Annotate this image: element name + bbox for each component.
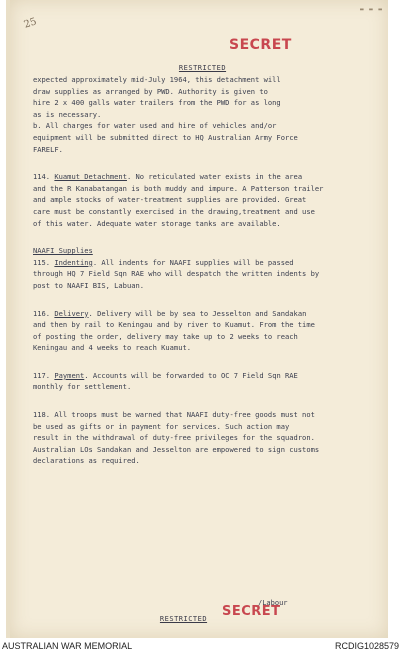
text-line: hire 2 x 400 galls water trailers from the PWD for as long: [33, 98, 281, 108]
text-line: post to NAAFI BIS, Labuan.: [33, 280, 145, 290]
paragraph-number: 114.: [33, 172, 51, 182]
text-line: through HQ 7 Field Sqn RAE who will despatch the written indents by: [33, 269, 320, 279]
paragraph-116: [33, 308, 363, 354]
text-line: and then by rail to Keningau and by river to Kuamut. From the time: [33, 320, 315, 330]
paragraph-117: [33, 370, 363, 393]
paragraph-heading: Indenting: [54, 257, 93, 267]
continuation-note: /Labour: [258, 599, 288, 607]
text-line: 114. Kuamut Detachment. No reticulated water exists in the area: [33, 172, 303, 182]
paragraph-114: [33, 171, 363, 229]
margin-mark: 25: [22, 16, 39, 31]
paragraph-number: 115.: [33, 257, 51, 267]
text-line: declarations as required.: [33, 456, 140, 466]
header-secret-stamp: SECRET: [229, 37, 292, 53]
text-line: b. All charges for water used and hire of vehicles and/or: [33, 121, 277, 131]
paragraph-number: 117.: [33, 370, 51, 380]
text-line: of posting the order, delivery may take up to 2 weeks to reach: [33, 331, 298, 341]
text-line: equipment will be submitted direct to HQ Australian Army Force: [33, 132, 298, 142]
credit-institution: AUSTRALIAN WAR MEMORIAL: [2, 641, 133, 651]
text-line: 118. All troops must be warned that NAAFI duty-free goods must not: [33, 410, 315, 420]
text-line: expected approximately mid-July 1964, this detachment will: [33, 75, 281, 84]
text-line: Australian LOs Sandakan and Jesselton are empowered to sign customs: [33, 444, 320, 454]
text-line: be used as gifts or in payment for services. Such action may: [33, 421, 290, 431]
paragraph-number: 116.: [33, 308, 51, 318]
text-line: care must be constantly exercised in the drawing,treatment and use: [33, 206, 315, 216]
paragraph-118: [33, 409, 363, 467]
text-line: and ample stocks of water-treatment supplies are provided. Great: [33, 195, 307, 205]
paragraph-heading: Delivery: [54, 308, 89, 318]
paragraph-heading: Kuamut Detachment: [54, 172, 127, 182]
section-heading-naafi: NAAFI Supplies: [33, 246, 93, 256]
paragraph-114b: [33, 120, 363, 155]
footer-secret-stamp: SECRET: [222, 604, 281, 619]
credit-bar: [0, 638, 405, 654]
text-line: and the R Kanabatangan is both muddy and impure. A Patterson trailer: [33, 183, 324, 193]
header-classification: RESTRICTED: [178, 64, 227, 72]
text-line: 117. Payment. Accounts will be forwarded to OC 7 Field Sqn RAE: [33, 370, 298, 380]
text-line: Keningau and 4 weeks to reach Kuamut.: [33, 343, 192, 353]
text-line: FARELF.: [33, 144, 63, 154]
paragraph-heading: Payment: [54, 370, 85, 380]
text-line: result in the withdrawal of duty-free privileges for the squadron.: [33, 433, 315, 443]
document-body: [33, 74, 363, 467]
top-edge-mark: ▬ ▬ ▬: [359, 6, 383, 13]
text-line: monthly for settlement.: [33, 382, 132, 392]
text-line: as is necessary.: [33, 109, 102, 119]
paragraph-114a: [33, 74, 363, 120]
text-line: 115. Indenting. All indents for NAAFI supplies will be passed: [33, 257, 294, 267]
text-line: of this water. Adequate water storage tanks are available.: [33, 218, 281, 228]
footer-classification: RESTRICTED: [159, 615, 208, 623]
text-line: draw supplies as arranged by PWD. Authority is given to: [33, 86, 268, 96]
paragraph-115: [33, 257, 363, 292]
credit-id: RCDIG1028579: [334, 641, 399, 651]
text-line: 116. Delivery. Delivery will be by sea to Jesselton and Sandakan: [33, 308, 307, 318]
